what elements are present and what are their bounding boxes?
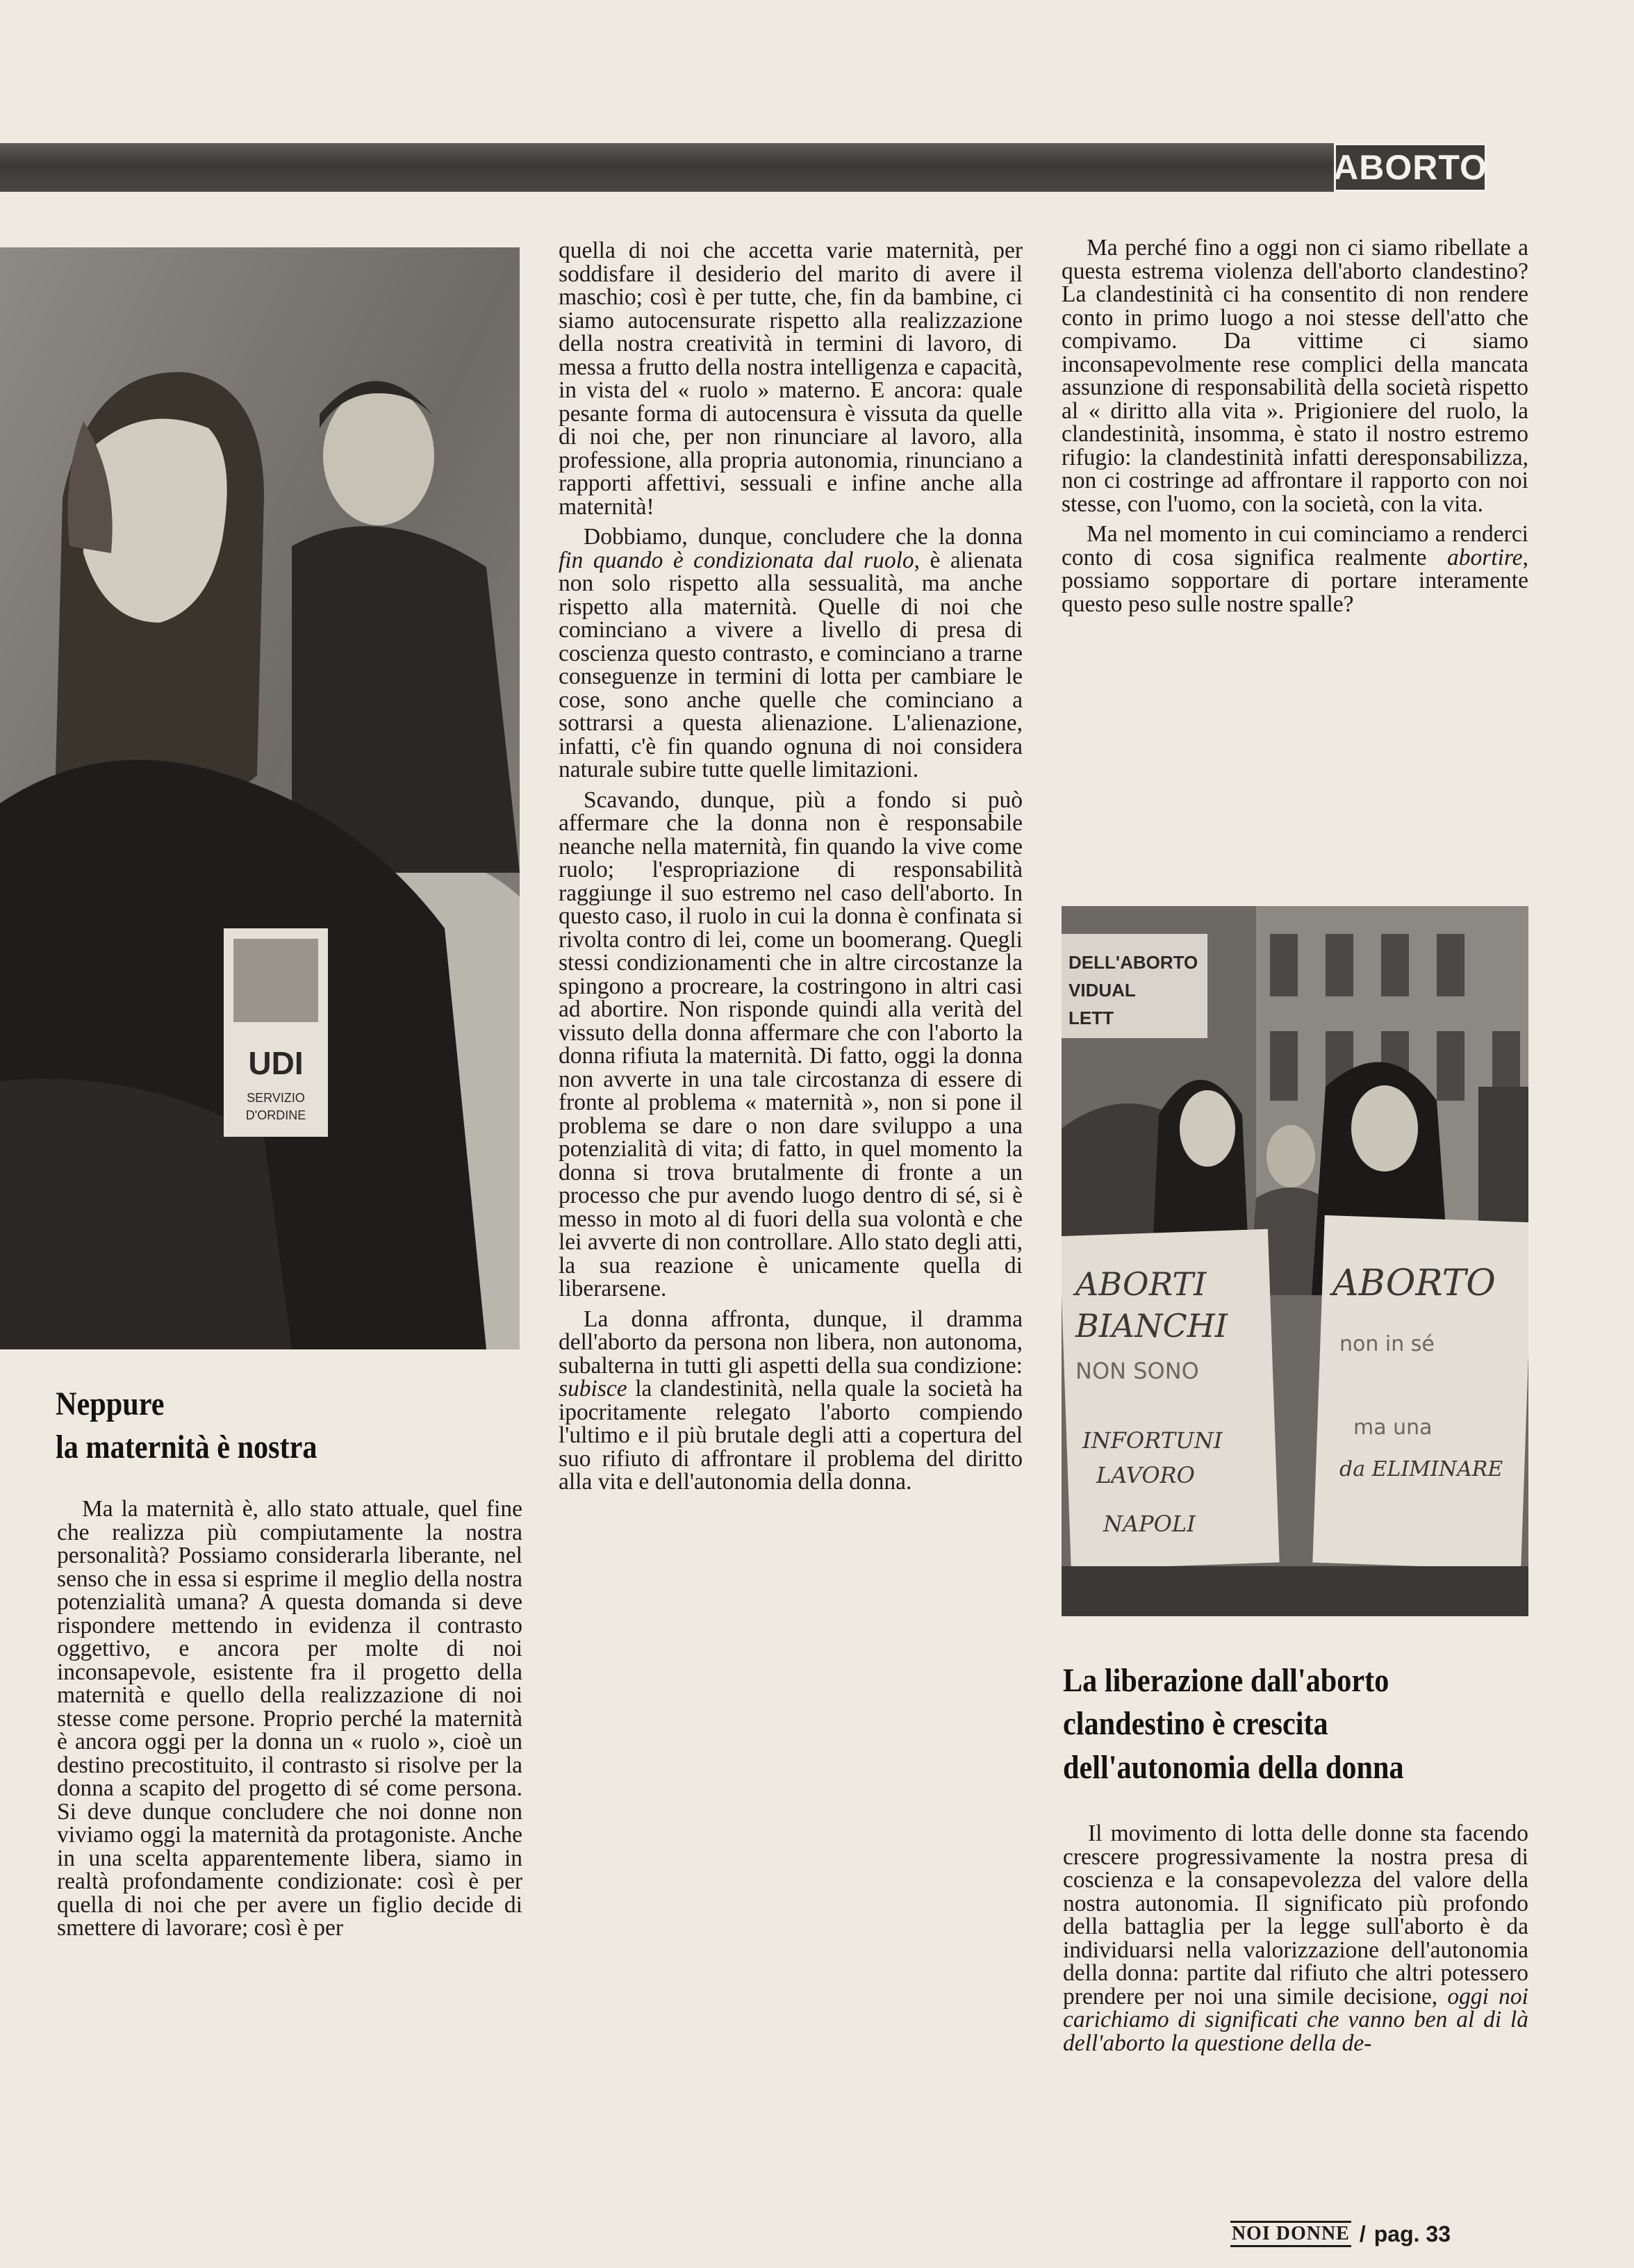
footer-separator: / bbox=[1359, 2221, 1366, 2246]
section-header-bar bbox=[0, 143, 1487, 192]
section-label: ABORTO bbox=[1334, 143, 1487, 192]
badge-line3-text: D'ORDINE bbox=[245, 1108, 306, 1122]
sign-left-line1: ABORTI bbox=[1075, 1265, 1207, 1303]
sign-left-line4: INFORTUNI bbox=[1082, 1427, 1223, 1454]
heading-maternita bbox=[56, 1383, 459, 1470]
banner-text-line2: VIDUAL bbox=[1068, 980, 1136, 1001]
column-1-text bbox=[57, 1497, 522, 1940]
col2-p2-text-a: Dobbiamo, dunque, concludere che la donna bbox=[584, 524, 1023, 550]
heading-liberazione-line1: La liberazione dall'aborto bbox=[1063, 1662, 1389, 1699]
col3-p3-emphasis: oggi noi carichiamo di significati che vanno ben al di là dell'aborto la questione della de- bbox=[1063, 1983, 1528, 2056]
sign-left-line5: LAVORO bbox=[1096, 1462, 1195, 1488]
col1-paragraph-1: Ma la maternità è, allo stato attuale, quel fine che realizza più compiutamente la nostra personalità? Possiamo considerarla liberante, nel senso che in essa si esprime il meglio della nostra potenzialità umana? A questa domanda si deve rispondere mettendo in evidenza il contrasto oggettivo, e ancora per molte di noi inconsapevole, esistente fra il progetto della maternità e quello della realizzazione di noi stesse come persone. Proprio perché la maternità è ancora oggi per la donna un « ruolo », cioè un destino precostituito, il contrasto si risolve per la donna a scapito del progetto di sé come persona. Si deve dunque concludere che noi donne non viviamo oggi la maternità da protagoniste. Anche in una scelta apparentemente libera, siamo in realtà profondamente condizionate: così è per quella di noi che per avere un figlio decide di smettere di lavorare; così è per bbox=[57, 1496, 522, 1941]
col2-paragraph-1: quella di noi che accetta varie maternità, per soddisfare il desiderio del marito di avere il maschio; così è per tutte, che, fin da bambine, ci siamo autocensurate rispetto alla realizzazione della nostra creatività in termini di lavoro, di messa a frutto della nostra intelligenza e capacità, in vista del « ruolo » materno. E ancora: quale pesante forma di autocensura è vissuta da quelle di noi che, per non rinunciare al lavoro, alla professione, alla propria autonomia, rinunciano a rapporti affettivi, sessuali e infine anche alla maternità! bbox=[559, 238, 1023, 520]
col2-paragraph-2 bbox=[559, 525, 1023, 782]
heading-liberazione-line3: dell'autonomia della donna bbox=[1063, 1748, 1404, 1786]
heading-liberazione-line2: clandestino è crescita bbox=[1063, 1705, 1328, 1743]
col2-paragraph-4 bbox=[559, 1308, 1023, 1494]
col2-p2-text-b: , è alienata non solo rispetto alla sessualità, ma anche rispetto alla maternità. Quelle di noi che cominciano a vivere a livello di presa di coscienza questo contrasto, e cominciano a trarne conseguenze in termini di lotta per cambiare le cose, sono anche quelle che cominciano a sottrarsi a questa alienazione. L'alienazione, infatti, c'è fin quando ognuna di noi considera naturale subire tutte quelle limitazioni. bbox=[559, 547, 1023, 782]
sign-left-line3: NON SONO bbox=[1075, 1358, 1199, 1384]
col2-paragraph-3: Scavando, dunque, più a fondo si può affermare che la donna non è responsabile neanche nella maternità, fin quando la vive come ruolo; l'espropriazione di responsabilità raggiunge il suo estremo nel caso dell'aborto. In questo caso, il ruolo in cui la donna è confinata si rivolta contro di lei, come un boomerang. Quegli stessi condizionamenti che in altre circostanze la spingono a procreare, la costringono in altri casi ad abortire. Non risponde quindi alla verità del vissuto della donna affermare che con l'aborto la donna rifiuta la maternità. Di fatto, oggi la donna non avverte in una tale circostanza di essere di fronte al problema « maternità », non si pone il problema se dare o non dare sviluppo a una potenzialità di vita; di fatto, in quel momento la donna si trova brutalmente di fronte a un processo che pur avendo luogo dentro di sé, si è messo in moto al di fuori della sua volontà e che lei avverte di non controllare. Allo stato degli atti, la sua reazione è unicamente quella di liberarsene. bbox=[559, 787, 1023, 1301]
sign-right-line2: non in sé bbox=[1339, 1332, 1435, 1356]
banner-text-line1: DELL'ABORTO bbox=[1068, 952, 1198, 973]
badge-line2-text: SERVIZIO bbox=[247, 1091, 305, 1105]
heading-maternita-line1: Neppure bbox=[56, 1386, 165, 1422]
sign-left-line2: BIANCHI bbox=[1075, 1307, 1228, 1345]
col2-p2-emphasis: fin quando è condizionata dal ruolo bbox=[559, 547, 914, 573]
magazine-logo: NOI DONNE bbox=[1230, 2221, 1351, 2247]
col3-paragraph-3 bbox=[1063, 1822, 1528, 2055]
col3-p3-text-a: Il movimento di lotta delle donne sta facendo crescere progressivamente la nostra presa di coscienza e la consapevolezza del valore della nostra autonomia. Il significato più profondo della battaglia per la legge sull'aborto è da individuarsi nella valorizzazione dell'autonomia della donna: partite dal rifiuto che altri potessero prendere per noi una simile decisione, bbox=[1063, 1821, 1528, 2010]
heading-liberazione bbox=[1063, 1659, 1491, 1789]
photo-left bbox=[0, 247, 520, 1349]
col2-p4-emphasis: subisce bbox=[559, 1376, 627, 1402]
heading-maternita-line2: la maternità è nostra bbox=[56, 1429, 317, 1466]
sign-left-line6: NAPOLI bbox=[1103, 1511, 1196, 1537]
col3-p2-emphasis: abortire bbox=[1447, 544, 1523, 570]
col3-p2-text-b: , possiamo sopportare di portare interamente questo peso sulle nostre spalle? bbox=[1062, 544, 1528, 617]
banner-text-line3: LETT bbox=[1068, 1008, 1114, 1028]
column-3-text-bottom bbox=[1063, 1822, 1528, 2055]
col2-p4-text-b: la clandestinità, nella quale la società ha ipocritamente relegato l'aborto compiendo l'ultimo e il più brutale degli atti a copertura del suo rifiuto di affrontare il problema del diritto alla vita e dell'autonomia della donna. bbox=[559, 1376, 1023, 1495]
page-footer bbox=[1230, 2221, 1451, 2247]
badge-udi-text: UDI bbox=[248, 1045, 304, 1081]
sign-right-line4: da ELIMINARE bbox=[1339, 1457, 1503, 1481]
sign-right-line1: ABORTO bbox=[1332, 1263, 1496, 1304]
col3-paragraph-2 bbox=[1062, 523, 1528, 616]
column-2-text bbox=[559, 239, 1023, 1494]
photo-right bbox=[1062, 906, 1528, 1616]
sign-right-line3: ma una bbox=[1353, 1415, 1433, 1440]
column-3-text-top bbox=[1062, 236, 1528, 616]
page-number: pag. 33 bbox=[1373, 2221, 1451, 2246]
col3-paragraph-1: Ma perché fino a oggi non ci siamo ribellate a questa estrema violenza dell'aborto clandestino? La clandestinità ci ha consentito di non rendere conto in primo luogo a noi stesse dell'atto che compivamo. Da vittime ci siamo inconsapevolmente rese complici della mancata assunzione di responsabilità della società rispetto al « diritto alla vita ». Prigioniere del ruolo, la clandestinità, insomma, è stato il nostro estremo rifugio: la clandestinità infatti deresponsabilizza, non ci costringe ad affrontare il rapporto con noi stesse, con l'uomo, con la società, con la vita. bbox=[1062, 235, 1528, 517]
col3-p2-text-a: Ma nel momento in cui cominciamo a renderci conto di cosa significa realmente bbox=[1062, 521, 1528, 570]
col2-p4-text-a: La donna affronta, dunque, il dramma dell'aborto da persona non libera, non autonoma, subalterna in tutti gli aspetti della sua condizione: bbox=[559, 1306, 1023, 1379]
